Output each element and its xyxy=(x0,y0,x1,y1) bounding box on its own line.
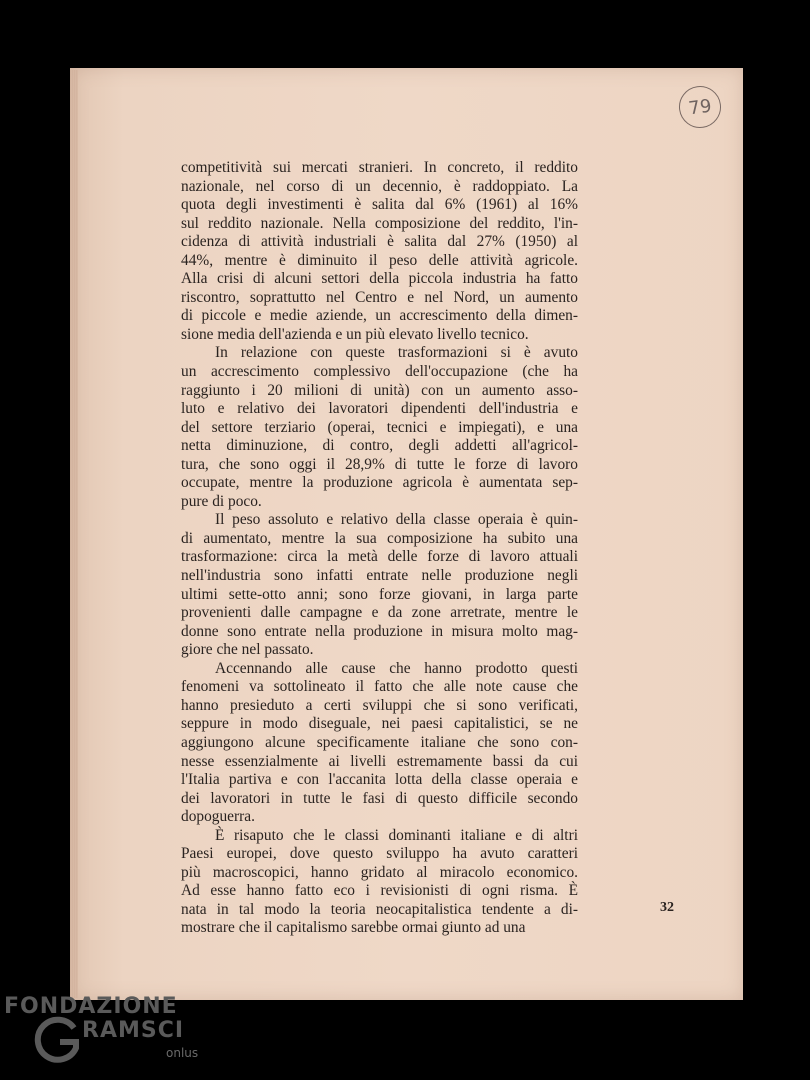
text-line: provenienti dalle campagne e da zone arretrate, mentre le xyxy=(181,604,578,622)
text-line: Paesi europei, dove questo sviluppo ha avuto caratteri xyxy=(181,845,578,863)
text-line: ultimi sette-otto anni; sono forze giovani, in larga parte xyxy=(181,585,578,603)
text-line: luto e relativo dei lavoratori dipendenti dell'industria e xyxy=(181,400,578,418)
paragraph xyxy=(181,159,578,344)
text-line: sul reddito nazionale. Nella composizione del reddito, l'in- xyxy=(181,214,578,232)
watermark-line1: FONDAZIONE xyxy=(4,994,178,1019)
text-line: l'Italia partiva e con l'accanita lotta della classe operaia e xyxy=(181,771,578,789)
text-line: trasformazione: circa la metà delle forze di lavoro attuali xyxy=(181,548,578,566)
page-edge xyxy=(70,70,78,998)
text-line: nesse essenzialmente ai livelli estremamente bassi da cui xyxy=(181,752,578,770)
text-line: sione media dell'azienda e un più elevato livello tecnico. xyxy=(181,325,529,343)
watermark-onlus: onlus xyxy=(166,1046,199,1060)
text-line: Ad esse hanno fatto eco i revisionisti di ogni risma. È xyxy=(181,882,578,900)
text-line: netta diminuzione, di contro, degli addetti all'agricol- xyxy=(181,437,578,455)
body-text xyxy=(181,159,578,938)
text-line: nell'industria sono infatti entrate nelle produzione negli xyxy=(181,567,578,585)
text-line: quota degli investimenti è salita dal 6% (1961) al 16% xyxy=(181,196,578,214)
text-line: Il peso assoluto e relativo della classe operaia è quin- xyxy=(215,511,578,529)
text-line: pure di poco. xyxy=(181,492,262,510)
text-line: raggiunto i 20 milioni di unità) con un aumento asso- xyxy=(181,381,578,399)
text-line: occupate, mentre la produzione agricola è aumentata sep- xyxy=(181,474,578,492)
text-line: di aumentato, mentre la sua composizione ha subito una xyxy=(181,529,578,547)
text-line: nata in tal modo la teoria neocapitalistica tendente a di- xyxy=(181,900,578,918)
text-line: dopoguerra. xyxy=(181,808,255,826)
text-line: hanno presieduto a certi sviluppi che si sono verificati, xyxy=(181,696,578,714)
text-line: cidenza di attività industriali è salita dal 27% (1950) al xyxy=(181,233,578,251)
text-line: nazionale, nel corso di un decennio, è raddoppiato. La xyxy=(181,177,578,195)
text-line: Accennando alle cause che hanno prodotto questi xyxy=(215,659,578,677)
text-line: più macroscopici, hanno gridato al miracolo economico. xyxy=(181,863,578,881)
paragraph xyxy=(181,827,578,938)
gramsci-g-logo-icon xyxy=(34,1014,82,1066)
text-line: Alla crisi di alcuni settori della piccola industria ha fatto xyxy=(181,270,578,288)
text-line: del settore terziario (operai, tecnici e impiegati), e una xyxy=(181,418,578,436)
archive-stamp: 79 xyxy=(676,83,723,130)
text-line: giore che nel passato. xyxy=(181,641,314,659)
paragraph xyxy=(181,660,578,827)
text-line: tura, che sono oggi il 28,9% di tutte le forze di lavoro xyxy=(181,455,578,473)
text-line: In relazione con queste trasformazioni si è avuto xyxy=(215,344,578,362)
text-line: seppure in modo diseguale, nei paesi capitalistici, se ne xyxy=(181,715,578,733)
text-line: donne sono entrate nella produzione in misura molto mag- xyxy=(181,622,578,640)
text-line: di piccole e medie aziende, un accrescimento della dimen- xyxy=(181,307,578,325)
text-line: un accrescimento complessivo dell'occupazione (che ha xyxy=(181,363,578,381)
text-line: fenomeni va sottolineato il fatto che alle note cause che xyxy=(181,678,578,696)
page-number: 32 xyxy=(660,900,674,915)
text-line: È risaputo che le classi dominanti italiane e di altri xyxy=(215,826,578,844)
text-line: dei lavoratori in tutte le fasi di questo difficile secondo xyxy=(181,789,578,807)
fondazione-gramsci-watermark xyxy=(4,994,199,1060)
text-line: mostrare che il capitalismo sarebbe ormai giunto ad una xyxy=(181,919,526,937)
text-line: competitività sui mercati stranieri. In concreto, il reddito xyxy=(181,159,578,176)
watermark-line2: RAMSCI xyxy=(82,1018,185,1043)
text-line: 44%, mentre è diminuito il peso delle attività agricole. xyxy=(181,251,578,269)
text-line: aggiungono alcune specificamente italiane che sono con- xyxy=(181,733,578,751)
paragraph xyxy=(181,344,578,511)
paragraph xyxy=(181,511,578,659)
text-line: riscontro, soprattutto nel Centro e nel Nord, un aumento xyxy=(181,288,578,306)
